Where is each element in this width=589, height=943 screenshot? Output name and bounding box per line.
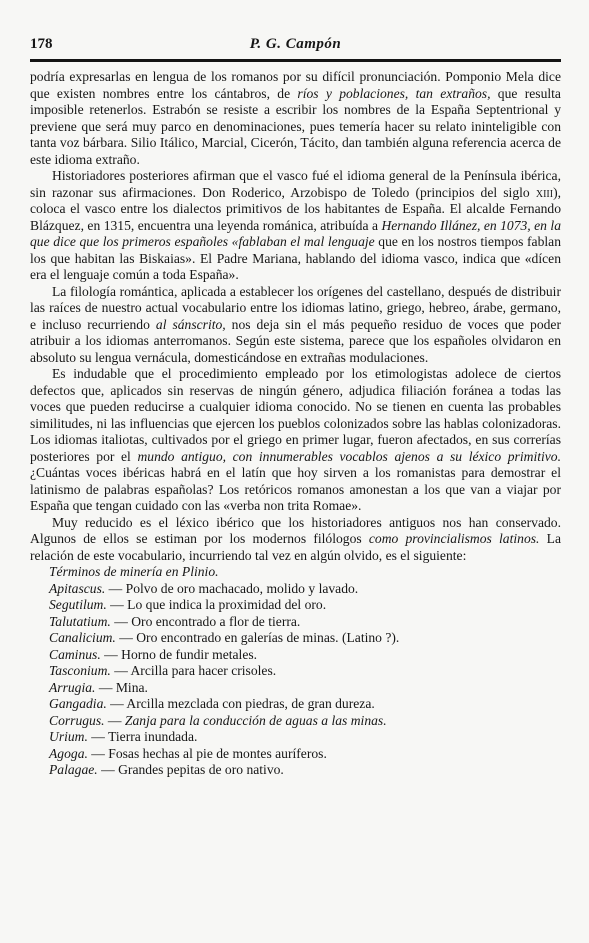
em-dash: —	[106, 696, 127, 711]
vocabulary-term: Urium.	[49, 729, 88, 744]
text-run: ¿Cuántas voces ibéricas habrá en el latín que hoy sirven a los romanistas para demostrar el latinismo de palabras españolas? Los retóricos romanos amonestan a los que van a viajar por España que tengan cuidado con las «verba non trita Romae».	[30, 465, 561, 513]
body-text	[30, 69, 561, 779]
vocabulary-item	[30, 647, 561, 664]
vocabulary-term: Corrugus.	[49, 712, 105, 728]
vocabulary-item	[30, 680, 561, 697]
text-run: La filología romántica, aplicada a establecer los orígenes del castellano, después de distribuir las raíces de nuestro actual vocabulario entre los idiomas latino, griego, hebreo, árabe, germano, e incluso recurriendo	[30, 283, 561, 332]
vocabulary-definition: Oro encontrado en galerías de minas. (Latino ?).	[136, 630, 400, 645]
em-dash: —	[110, 613, 132, 629]
vocabulary-definition: Zanja para la conducción de aguas a las minas.	[124, 712, 387, 728]
vocabulary-title: Términos de minería en Plinio.	[49, 564, 219, 579]
vocabulary-item	[30, 762, 561, 779]
vocabulary-definition: Arcilla mezclada con piedras, de gran dureza.	[126, 696, 375, 711]
vocabulary-definition: Oro encontrado a flor de tierra.	[131, 613, 301, 629]
vocabulary-term: Caminus.	[49, 646, 101, 662]
em-dash: —	[87, 745, 109, 761]
paragraphs	[30, 69, 561, 564]
italic-text: como provincialismos latinos.	[368, 531, 540, 546]
vocabulary-item	[30, 581, 561, 598]
vocabulary-term: Gangadia.	[49, 696, 107, 711]
em-dash: —	[100, 646, 122, 662]
vocabulary-definition: Tierra inundada.	[108, 729, 198, 744]
running-head: P. G. Campón	[249, 36, 342, 52]
italic-text: mundo antiguo, con innumerables vocablos ajenos a su léxico primitivo.	[137, 448, 562, 464]
italic-text: al sánscrito,	[155, 316, 226, 332]
page-number: 178	[30, 36, 53, 52]
paragraph	[30, 284, 561, 367]
vocabulary-list	[30, 581, 561, 779]
vocabulary-definition: Polvo de oro machacado, molido y lavado.	[125, 580, 359, 596]
paragraph	[30, 69, 561, 168]
vocabulary-term: Segutilum.	[49, 597, 107, 612]
vocabulary-term: Apitascus.	[49, 580, 106, 596]
vocabulary-item	[30, 614, 561, 631]
vocabulary-item	[30, 597, 561, 614]
text-run: que en los nostros tiempos fablan los que habitan las Biskaias». El Padre Mariana, hablando del idioma vasco, indica que «dícen era el lenguaje común a toda España».	[30, 234, 561, 282]
vocabulary-item	[30, 663, 561, 680]
text-run: nos deja sin el más pequeño residuo de voces que poder atribuir a los idiomas anterromanos. Según este sistema, parece que los españoles olvidaron en absoluto su lengua vernácula, domesticándose en extrañas modulaciones.	[30, 316, 561, 365]
header-rule	[30, 59, 561, 62]
vocabulary-definition: Grandes pepitas de oro nativo.	[118, 762, 284, 777]
vocabulary-definition: Lo que indica la proximidad del oro.	[127, 597, 327, 612]
vocabulary-definition: Arcilla para hacer crisoles.	[130, 663, 277, 678]
em-dash: —	[87, 729, 109, 744]
vocabulary-term: Canalicium.	[49, 630, 116, 645]
em-dash: —	[97, 762, 119, 777]
italic-text: Hernando Illánez, en 1073, en la que dice que los primeros españoles «fablaban el mal lenguaje	[30, 217, 562, 249]
vocabulary-definition: Horno de fundir metales.	[121, 646, 258, 662]
em-dash: —	[95, 679, 116, 695]
paragraph	[30, 168, 561, 284]
text-run: Historiadores posteriores afirman que el vasco fué el idioma general de la Península ibérica, sin razonar sus afirmaciones. Don Roderico, Arzobispo de Toledo (principios del siglo	[30, 168, 561, 200]
vocabulary-term: Arrugia.	[49, 679, 96, 695]
vocabulary-item	[30, 696, 561, 713]
vocabulary-term: Tasconium.	[49, 663, 111, 678]
em-dash: —	[105, 580, 126, 596]
text-run: La relación de este vocabulario, incurriendo tal vez en algún olvido, es el siguiente:	[30, 531, 561, 563]
vocabulary-item	[30, 729, 561, 746]
vocabulary-item	[30, 713, 561, 730]
vocabulary-term: Palagae.	[49, 762, 98, 777]
page-header	[30, 36, 561, 58]
paragraph	[30, 515, 561, 565]
vocabulary-item	[30, 630, 561, 647]
paragraph	[30, 366, 561, 515]
vocabulary-term: Agoga.	[49, 745, 88, 761]
em-dash: —	[115, 630, 137, 645]
italic-text: ríos y poblaciones, tan extraños,	[297, 85, 491, 101]
vocabulary-definition: Mina.	[115, 679, 148, 695]
text-run: podría expresarlas en lengua de los romanos por su difícil pronunciación. Pomponio Mela dice que existen nombres entre los cántabros, de	[30, 69, 561, 101]
em-dash: —	[104, 712, 125, 728]
vocabulary-term: Talutatium.	[49, 613, 111, 629]
vocabulary-definition: Fosas hechas al pie de montes auríferos.	[108, 745, 327, 761]
text-run: ), coloca el vasco entre los dialectos primitivos de los habitantes de España. El alcalde Fernando Blázquez, en 1315, encuentra una leyenda románica, atribuída a	[30, 184, 561, 233]
em-dash: —	[106, 597, 128, 612]
text-run: Es indudable que el procedimiento empleado por los etimologistas adolece de ciertos defectos que, aplicados sin reservas de ningún género, adjudica filiación foránea a todas las voces que pueden reducirse a cualquier idioma conocido. No se tienen en cuenta las probables similitudes, ni las influencias que ejercen los pueblos colonizados sobre las hablas colonizadoras. Los idiomas italiotas, cultivados por el griego en primer lugar, fueron afectados, en sus correrías posteriores por el	[30, 366, 561, 464]
text-run: Muy reducido es el léxico ibérico que los historiadores antiguos nos han conservado. Algunos de ellos se estiman por los modernos filólogos	[30, 514, 561, 546]
text-run: que resulta imposible retenerlos. Estrabón se resiste a escribir los nombres de la España Septentrional y previene que será muy parco en denominaciones, pues temería hacer su relato ininteligible con tanta voz bárbara. Silio Itálico, Marcial, Cicerón, Tácito, dan también alguna referencia acerca de este idioma extraño.	[30, 85, 561, 167]
em-dash: —	[110, 663, 131, 678]
vocabulary-item	[30, 746, 561, 763]
text-run: xiii	[535, 184, 554, 200]
